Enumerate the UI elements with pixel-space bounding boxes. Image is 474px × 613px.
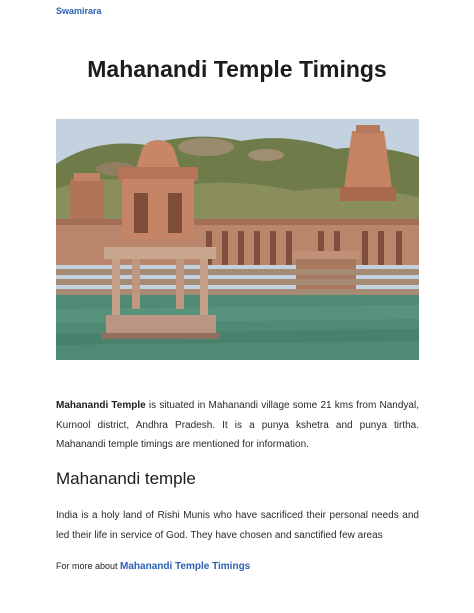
footer-more-about [56,561,250,572]
temple-name: Mahanandi Temple [56,400,146,411]
intro-paragraph [56,396,419,455]
section-paragraph: India is a holy land of Rishi Munis who have sacrificed their personal needs and led their life in service of God. They have chosen and sanctified few areas [56,510,419,541]
temple-photo [56,119,419,360]
footer-prefix: For more about [56,561,121,571]
site-brand-link[interactable]: Swamirara [56,6,102,16]
intro-text: is situated in Mahanandi village some 21 kms from Nandyal, Kurnool district, Andhra Pradesh. It is a punya kshetra and punya tirtha. Mahanandi temple timings are mentioned for information. [56,400,419,450]
footer-link[interactable]: Mahanandi Temple Timings [120,561,251,572]
section-heading: Mahanandi temple [56,469,196,488]
page-title: Mahanandi Temple Timings [87,56,387,82]
